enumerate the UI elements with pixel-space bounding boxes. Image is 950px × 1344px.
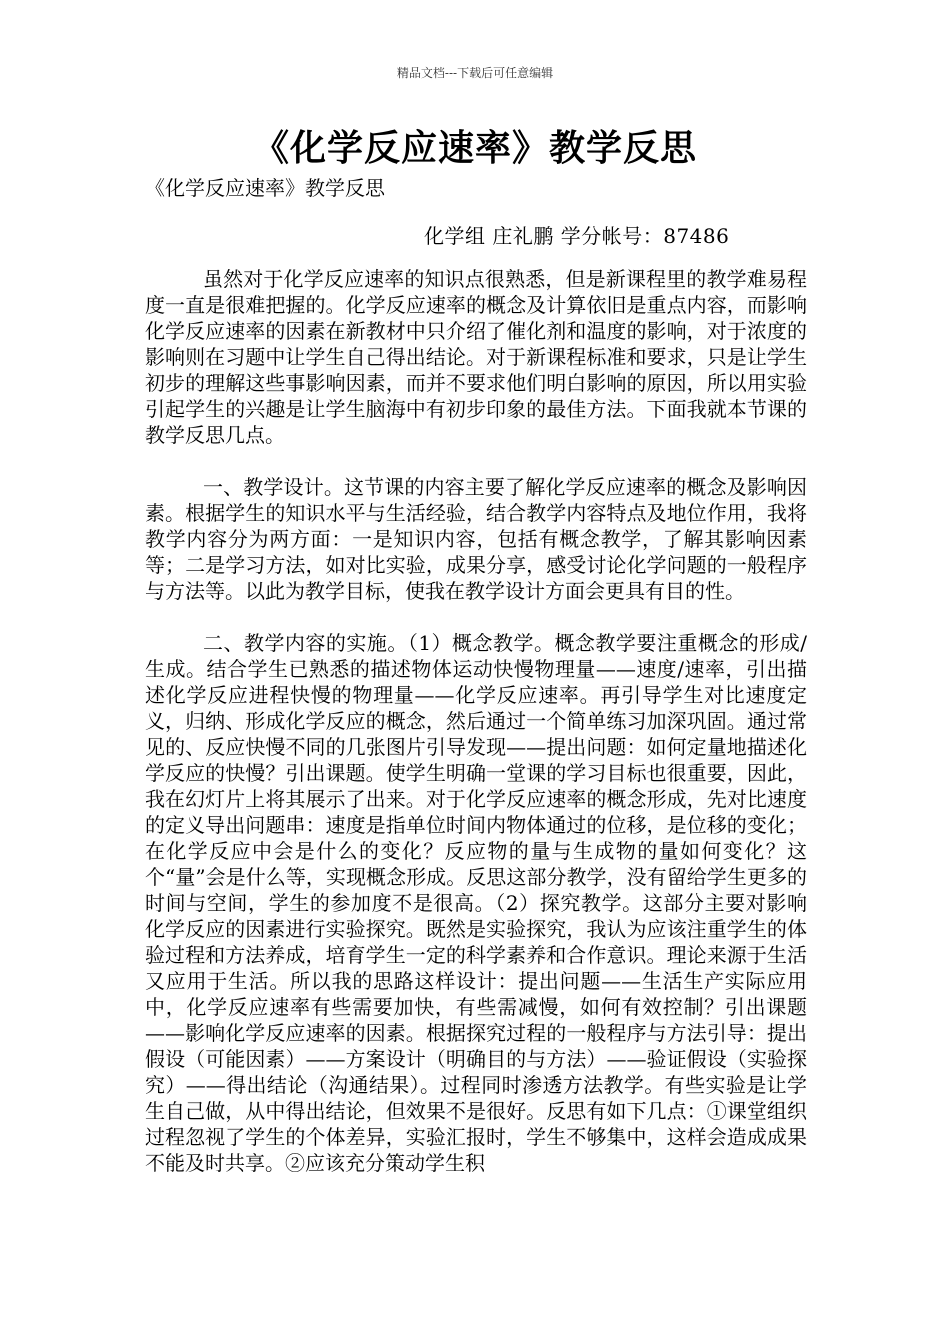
- paragraph-intro: 虽然对于化学反应速率的知识点很熟悉，但是新课程里的教学难易程度一直是很难把握的。化学反应速率的概念及计算依旧是重点内容，而影响化学反应速率的因素在新教材中只介绍了催化剂和温度的影响，对于浓度的影响则在习题中让学生自己得出结论。对于新课程标准和要求，只是让学生初步的理解这些事影响因素，而并不要求他们明白影响的原因，所以用实验引起学生的兴趣是让学生脑海中有初步印象的最佳方法。下面我就本节课的教学反思几点。: [145, 267, 807, 447]
- document-body: [145, 266, 807, 1202]
- document-title: 《化学反应速率》教学反思: [252, 127, 697, 169]
- author-line: 化学组 庄礼鹏 学分帐号：87486: [424, 224, 730, 248]
- document-subtitle: 《化学反应速率》教学反思: [145, 176, 385, 200]
- paragraph-teaching-implementation: 二、教学内容的实施。（1）概念教学。概念教学要注重概念的形成/生成。结合学生已熟悉的描述物体运动快慢物理量——速度/速率，引出描述化学反应进程快慢的物理量——化学反应速率。再引导学生对比速度定义，归纳、形成化学反应的概念，然后通过一个简单练习加深巩固。通过常见的、反应快慢不同的几张图片引导发现——提出问题：如何定量地描述化学反应的快慢？引出课题。使学生明确一堂课的学习目标也很重要，因此，我在幻灯片上将其展示了出来。对于化学反应速率的概念形成，先对比速度的定义导出问题串：速度是指单位时间内物体通过的位移，是位移的变化；在化学反应中会是什么的变化？反应物的量与生成物的量如何变化？这个“量”会是什么等，实现概念形成。反思这部分教学，没有留给学生更多的时间与空间，学生的参加度不是很高。（2）探究教学。这部分主要对影响化学反应的因素进行实验探究。既然是实验探究，我认为应该注重学生的体验过程和方法养成，培育学生一定的科学素养和合作意识。理论来源于生活又应用于生活。所以我的思路这样设计：提出问题——生活生产实际应用中，化学反应速率有些需要加快，有些需减慢，如何有效控制？引出课题——影响化学反应速率的因素。根据探究过程的一般程序与方法引导：提出假设（可能因素）——方案设计（明确目的与方法）——验证假设（实验探究）——得出结论（沟通结果）。过程同时渗透方法教学。有些实验是让学生自己做，从中得出结论，但效果不是很好。反思有如下几点：①课堂组织过程忽视了学生的个体差异，实验汇报时，学生不够集中，这样会造成成果不能及时共享。②应该充分策动学生积: [145, 631, 807, 1175]
- paragraph-teaching-design: 一、教学设计。这节课的内容主要了解化学反应速率的概念及影响因素。根据学生的知识水平与生活经验，结合教学内容特点及地位作用，我将教学内容分为两方面：一是知识内容，包括有概念教学，了解其影响因素等；二是学习方法，如对比实验，成果分享，感受讨论化学问题的一般程序与方法等。以此为教学目标，使我在教学设计方面会更具有目的性。: [145, 475, 807, 603]
- page-header-note: 精品文档---下载后可任意编辑: [396, 66, 554, 80]
